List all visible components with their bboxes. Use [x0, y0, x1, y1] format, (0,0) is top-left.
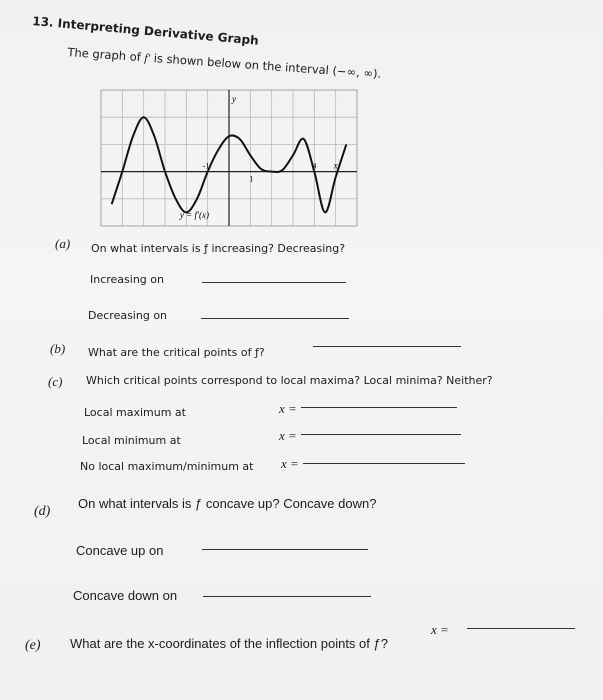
decreasing-answer-line[interactable]	[201, 318, 349, 319]
no-extremum-x-eq: x =	[281, 456, 299, 471]
concave-up-label: Concave up on	[76, 543, 164, 558]
part-e-label: (e)	[25, 638, 41, 653]
local-max-answer-line[interactable]	[301, 407, 457, 408]
problem-intro	[67, 45, 382, 81]
part-c-label: (c)	[48, 374, 63, 389]
part-d-question: On what intervals is ƒ concave up? Concave down?	[78, 496, 377, 511]
concave-up-answer-line[interactable]	[202, 549, 368, 550]
local-min-x-eq: x =	[279, 428, 297, 443]
problem-header	[32, 14, 259, 48]
decreasing-label: Decreasing on	[88, 309, 168, 322]
tick-label-1: 1	[249, 174, 254, 184]
tick-label-4: 4	[312, 161, 317, 171]
no-extremum-label: No local maximum/minimum at	[80, 460, 254, 473]
inflection-answer-line[interactable]	[467, 628, 575, 629]
graph-axes	[101, 90, 357, 226]
part-b-question: What are the critical points of ƒ?	[88, 346, 265, 359]
intro-function: f′	[143, 52, 151, 65]
part-d-label: (d)	[34, 504, 51, 519]
intro-text-1: The graph of	[67, 45, 142, 65]
concave-down-label: Concave down on	[73, 588, 178, 603]
graph-canvas	[95, 84, 363, 232]
intro-text-2: is shown below on the interval (−∞, ∞).	[153, 51, 382, 81]
part-a-label: (a)	[55, 236, 71, 251]
local-min-answer-line[interactable]	[301, 434, 461, 435]
increasing-label: Increasing on	[90, 273, 164, 286]
problem-number: 13.	[31, 14, 55, 30]
local-max-label: Local maximum at	[84, 406, 186, 419]
critical-points-answer-line[interactable]	[313, 346, 461, 347]
no-extremum-answer-line[interactable]	[303, 463, 465, 464]
y-axis-label: y	[232, 94, 236, 104]
problem-title: Interpreting Derivative Graph	[57, 16, 260, 48]
part-b-label: (b)	[50, 341, 66, 356]
curve-label: y = f′(x)	[179, 209, 209, 220]
concave-down-answer-line[interactable]	[203, 596, 371, 597]
inflection-x-eq: x =	[431, 622, 449, 637]
increasing-answer-line[interactable]	[202, 282, 346, 283]
x-axis-label: x	[333, 160, 338, 171]
local-max-x-eq: x =	[279, 401, 297, 416]
part-e-question: What are the x-coordinates of the inflection points of ƒ?	[70, 636, 388, 651]
local-min-label: Local minimum at	[82, 434, 181, 447]
part-a-question: On what intervals is ƒ increasing? Decreasing?	[91, 242, 346, 255]
part-c-question: Which critical points correspond to local maxima? Local minima? Neither?	[86, 374, 493, 387]
derivative-graph	[95, 84, 363, 232]
tick-label-neg1: -1	[202, 161, 210, 171]
